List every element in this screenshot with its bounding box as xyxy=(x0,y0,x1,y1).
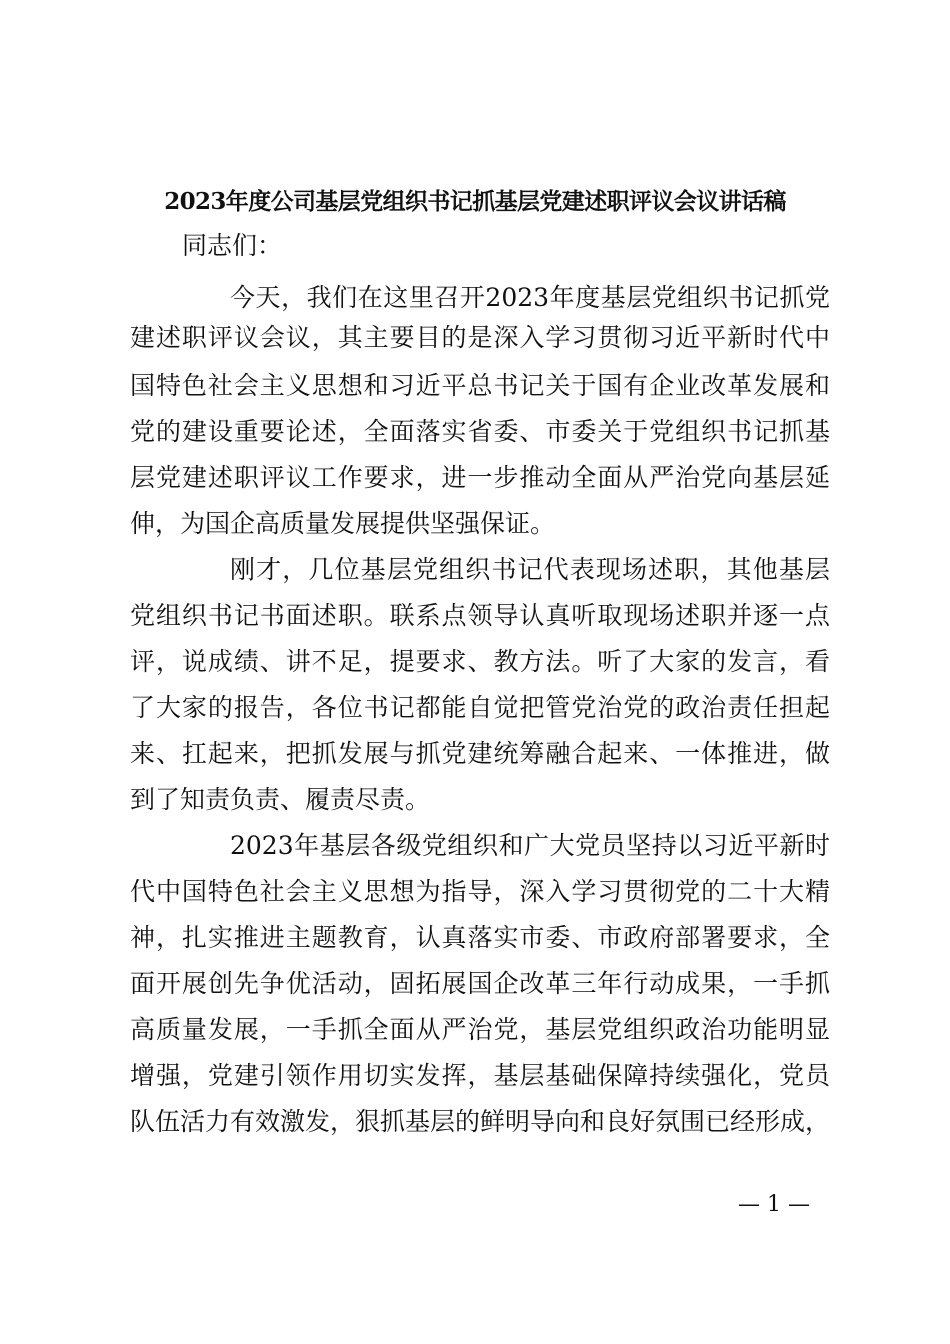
paragraph-line: 伸，为国企高质量发展提供坚强保证。 xyxy=(130,509,556,538)
paragraph-line: 神，扎实推进主题教育，认真落实市委、市政府部署要求，全 xyxy=(130,923,830,952)
paragraph-line: 来、扛起来，把抓发展与抓党建统筹融合起来、一体推进，做 xyxy=(130,739,830,768)
paragraph-line: 层党建述职评议工作要求，进一步推动全面从严治党向基层延 xyxy=(130,463,830,492)
paragraph-line: 建述职评议会议，其主要目的是深入学习贯彻习近平新时代中 xyxy=(130,323,830,352)
page-title: 2023年度公司基层党组织书记抓基层党建述职评议会议讲话稿 xyxy=(164,188,786,215)
paragraph-line: 队伍活力有效激发，狠抓基层的鲜明导向和良好氛围已经形成， xyxy=(130,1107,831,1136)
paragraph-line: 刚才，几位基层党组织书记代表现场述职，其他基层 xyxy=(230,555,830,584)
paragraph-line: 到了知责负责、履责尽责。 xyxy=(130,785,431,814)
paragraph-line: 党组织书记书面述职。联系点领导认真听取现场述职并逐一点 xyxy=(130,601,830,630)
paragraph-line: 国特色社会主义思想和习近平总书记关于国有企业改革发展和 xyxy=(130,371,830,400)
paragraph-line: 今天，我们在这里召开2023年度基层党组织书记抓党 xyxy=(230,283,830,312)
paragraph-line: 增强，党建引领作用切实发挥，基层基础保障持续强化，党员 xyxy=(130,1061,830,1090)
paragraph-line: 高质量发展，一手抓全面从严治党，基层党组织政治功能明显 xyxy=(130,1015,830,1044)
paragraph-line: 代中国特色社会主义思想为指导，深入学习贯彻党的二十大精 xyxy=(130,877,830,906)
page-number: — 1 — xyxy=(738,1192,810,1217)
paragraph-line: 党的建设重要论述，全面落实省委、市委关于党组织书记抓基 xyxy=(130,417,830,446)
paragraph-line: 面开展创先争优活动，固拓展国企改革三年行动成果，一手抓 xyxy=(130,969,830,998)
salutation: 同志们： xyxy=(182,231,283,260)
paragraph-line: 2023年基层各级党组织和广大党员坚持以习近平新时 xyxy=(230,831,830,860)
paragraph-line: 评，说成绩、讲不足，提要求、教方法。听了大家的发言，看 xyxy=(130,647,830,676)
paragraph-line: 了大家的报告，各位书记都能自觉把管党治党的政治责任担起 xyxy=(130,693,830,722)
